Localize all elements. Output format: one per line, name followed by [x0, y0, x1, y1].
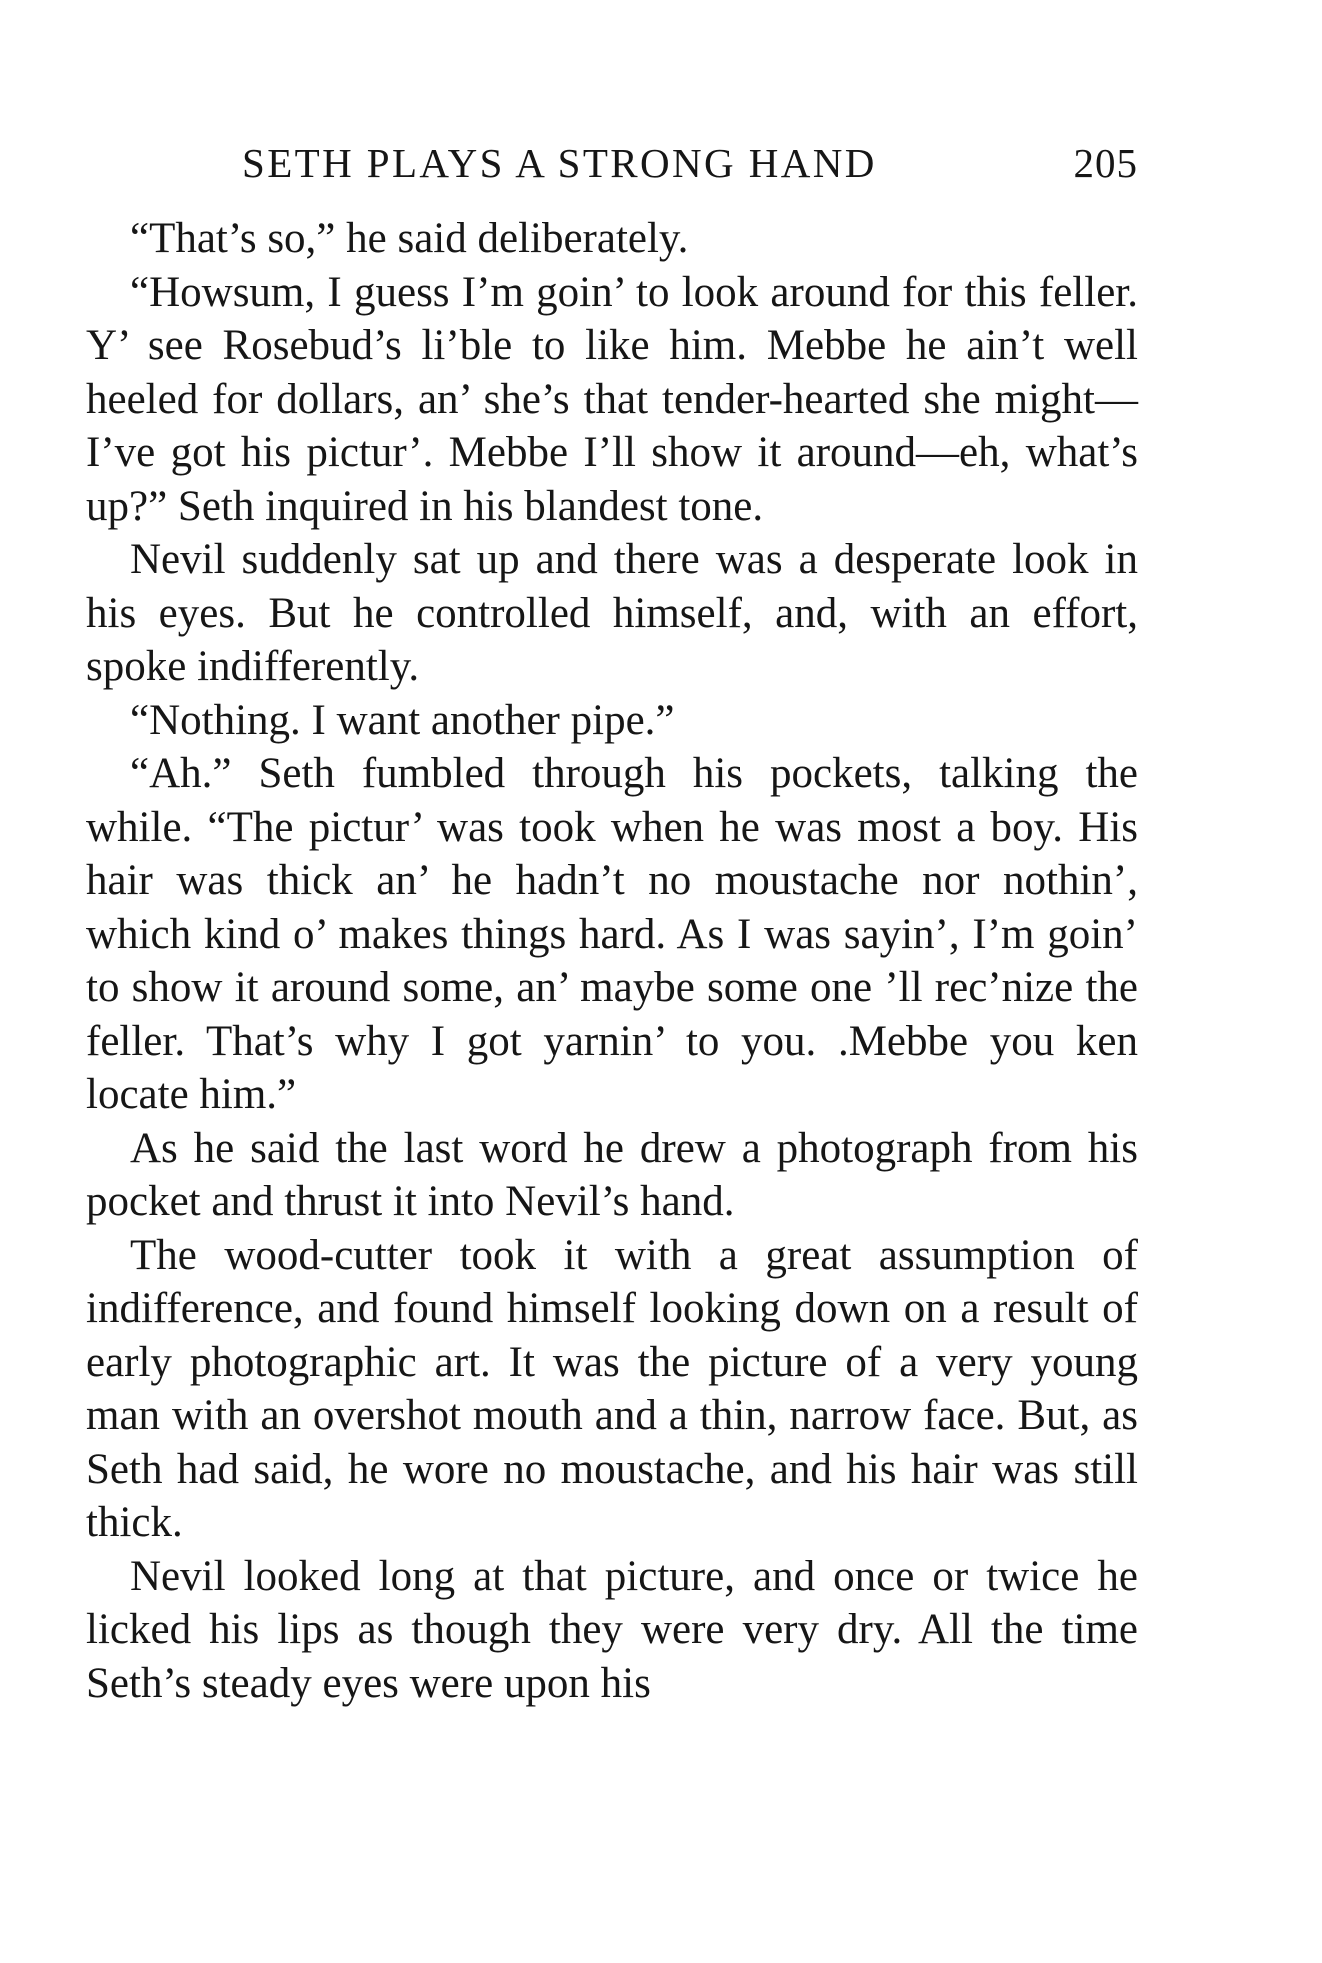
body-text: [86, 212, 1138, 1710]
paragraph: As he said the last word he drew a photograph from his pocket and thrust it into Nevil’s hand.: [86, 1124, 1138, 1225]
running-title: SETH PLAYS A STRONG HAND: [242, 140, 877, 186]
page-number: 205: [1073, 140, 1138, 186]
paragraph: Nevil suddenly sat up and there was a desperate look in his eyes. But he controlled himself, and, with an effort, spoke indifferently.: [86, 536, 1138, 690]
paragraph: “Ah.” Seth fumbled through his pockets, talking the while. “The pictur’ was took when he was most a boy. His hair was thick an’ he hadn’t no moustache nor nothin’, which kind o’ makes things hard. As I was sayin’, I’m goin’ to show it around some, an’ maybe some one ’ll rec’nize the feller. That’s why I got yarnin’ to you. .Mebbe you ken locate him.”: [86, 750, 1138, 1118]
paragraph: “Howsum, I guess I’m goin’ to look around for this feller. Y’ see Rosebud’s li’ble to like him. Mebbe he ain’t well heeled for dollars, an’ she’s that tender-hearted she might—I’ve got his pictur’. Mebbe I’ll show it around—eh, what’s up?” Seth inquired in his blandest tone.: [86, 268, 1138, 530]
paragraph: Nevil looked long at that picture, and once or twice he licked his lips as though they were very dry. All the time Seth’s steady eyes were upon his: [86, 1552, 1138, 1707]
running-head: [86, 133, 1138, 193]
paragraph: The wood-cutter took it with a great assumption of indifference, and found himself looking down on a result of early photographic art. It was the picture of a very young man with an overshot mouth and a thin, narrow face. But, as Seth had said, he wore no moustache, and his hair was still thick.: [86, 1231, 1138, 1546]
paragraph: “Nothing. I want another pipe.”: [130, 696, 675, 744]
paragraph: “That’s so,” he said deliberately.: [130, 215, 689, 262]
